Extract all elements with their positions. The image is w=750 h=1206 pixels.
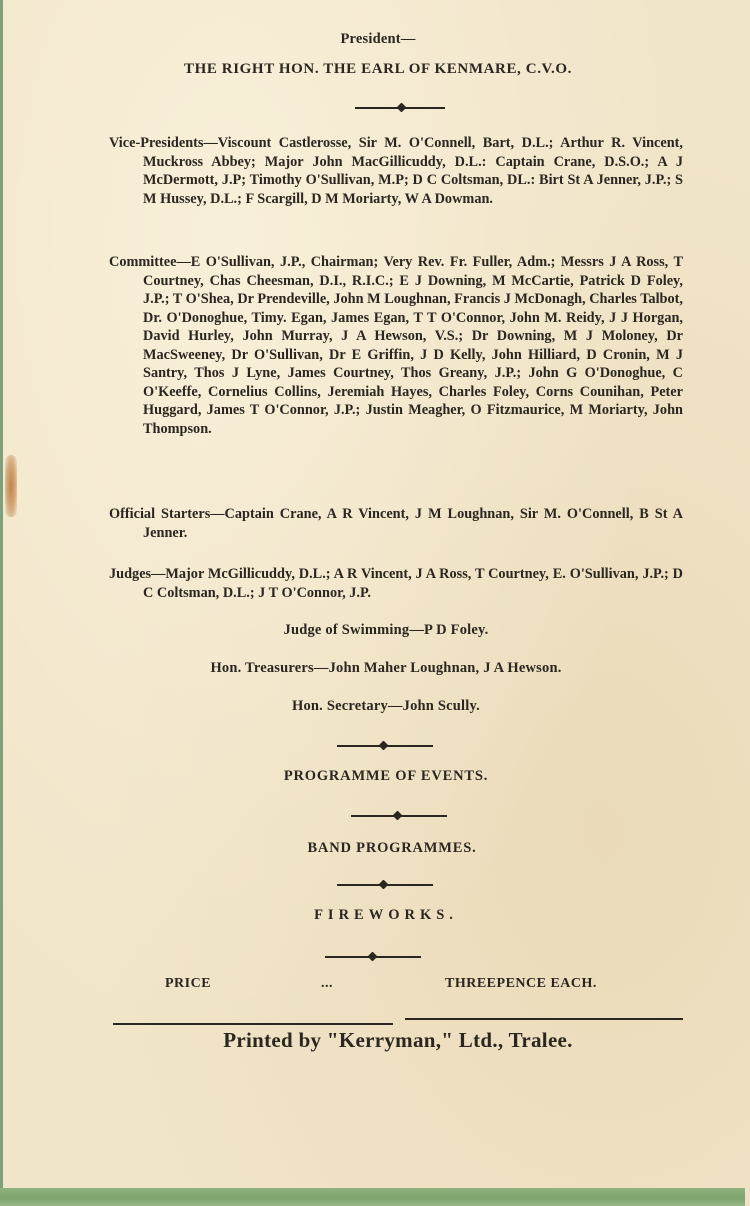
diamond-icon xyxy=(379,741,389,751)
hon-treasurers: Hon. Treasurers—John Maher Loughnan, J A Hewson. xyxy=(210,660,562,676)
judge-of-swimming: Judge of Swimming—P D Foley. xyxy=(283,622,489,638)
footer-rule-right xyxy=(405,1018,683,1020)
price-label: PRICE xyxy=(165,976,212,991)
committee-section xyxy=(109,253,683,438)
president-label: President— xyxy=(340,31,416,47)
programme-of-events: PROGRAMME OF EVENTS. xyxy=(283,768,489,784)
hon-secretary: Hon. Secretary—John Scully. xyxy=(291,698,480,714)
divider-ornament xyxy=(337,742,437,750)
diamond-icon xyxy=(397,103,407,113)
vice-presidents-section xyxy=(109,134,683,208)
committee-text: Committee—E O'Sullivan, J.P., Chairman; Very Rev. Fr. Fuller, Adm.; Messrs J A Ross, T Courtney, Chas Cheesman, D.I., R.I.C.; E J Downing, M McCartie, Patrick D Foley, J.P.; T O'Shea, Dr Prendeville, John M Loughnan, Francis J McDonagh, Charles Talbot, Dr. O'Donoghue, Timy. Egan, James Egan, T T O'Connor, John M. Reidy, J J Horgan, David Hurley, John Murray, J A Hewson, V.S.; Dr Downing, M J Moloney, Dr MacSweeney, Dr O'Sullivan, Dr E Griffin, J D Kelly, John Hilliard, D Cronin, M J Santry, Thos J Lyne, James Courtney, Thos Greany, J.P.; John G O'Donoghue, C O'Keeffe, Cornelius Collins, Jeremiah Hayes, Charles Foley, Corns Counihan, Peter Huggard, James T O'Connor, J.P.; Justin Meagher, O Fitzmaurice, M Moriarty, John Thompson. xyxy=(109,254,683,437)
divider-ornament xyxy=(351,812,451,820)
footer-rule-left xyxy=(113,1023,393,1025)
official-starters-section xyxy=(109,505,683,542)
divider-ornament xyxy=(355,104,451,112)
fireworks: FIREWORKS. xyxy=(314,907,458,923)
diamond-icon xyxy=(368,952,378,962)
vice-presidents-text: Vice-Presidents—Viscount Castlerosse, Sir M. O'Connell, Bart, D.L.; Arthur R. Vincent, Muckross Abbey; Major John MacGillicuddy, D.L.: Captain Crane, D.S.O.; A J McDermott, J.P; Timothy O'Sullivan, M.P; D C Coltsman, DL.: Birt St A Jenner, J.P.; S M Hussey, D.L.; F Scargill, D M Moriarty, W A Dowman. xyxy=(109,135,683,207)
president-name: THE RIGHT HON. THE EARL OF KENMARE, C.V.O. xyxy=(183,61,573,77)
official-starters-text: Official Starters—Captain Crane, A R Vincent, J M Loughnan, Sir M. O'Connell, B St A Jenner. xyxy=(109,506,683,541)
diamond-icon xyxy=(379,880,389,890)
paper-stain xyxy=(5,455,17,517)
band-programmes: BAND PROGRAMMES. xyxy=(307,840,477,856)
judges-section xyxy=(109,565,683,602)
price-leader: ... xyxy=(321,976,333,991)
diamond-icon xyxy=(393,811,403,821)
cover-edge xyxy=(0,1188,745,1206)
printer-credit: Printed by "Kerryman," Ltd., Tralee. xyxy=(223,1028,573,1052)
price-value: THREEPENCE EACH. xyxy=(445,976,597,991)
divider-ornament xyxy=(337,881,437,889)
divider-ornament xyxy=(325,953,425,961)
judges-text: Judges—Major McGillicuddy, D.L.; A R Vincent, J A Ross, T Courtney, E. O'Sullivan, J.P.; D C Coltsman, D.L.; J T O'Connor, J.P. xyxy=(109,566,683,601)
